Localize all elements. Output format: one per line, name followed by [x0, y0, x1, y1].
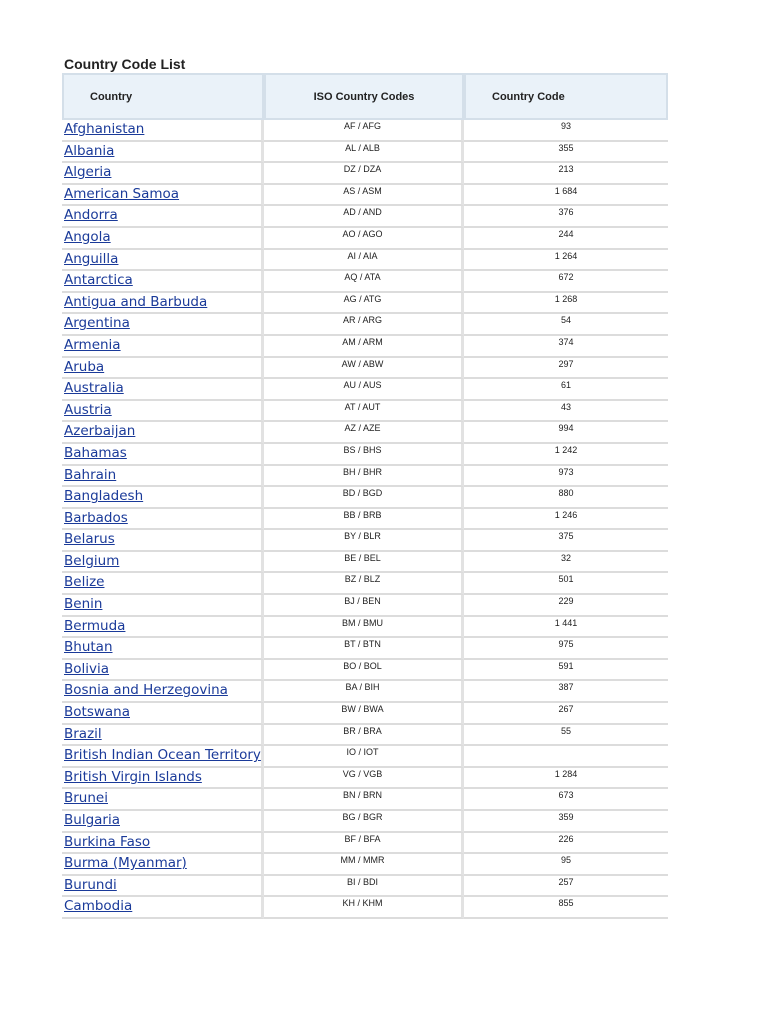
country-code-cell: 32	[464, 552, 668, 574]
country-link[interactable]: Benin	[62, 595, 264, 617]
country-link[interactable]: Belize	[62, 573, 264, 595]
country-code-cell: 673	[464, 789, 668, 811]
iso-code-cell: BJ / BEN	[264, 595, 464, 617]
iso-code-cell: AF / AFG	[264, 120, 464, 142]
iso-code-cell: AO / AGO	[264, 228, 464, 250]
table-row	[62, 206, 668, 228]
country-link[interactable]: Bangladesh	[62, 487, 264, 509]
country-code-cell	[464, 746, 668, 768]
country-link[interactable]: British Virgin Islands	[62, 768, 264, 790]
country-link[interactable]: Bosnia and Herzegovina	[62, 681, 264, 703]
iso-code-cell: BB / BRB	[264, 509, 464, 531]
country-link[interactable]: Algeria	[62, 163, 264, 185]
country-code-cell: 1 264	[464, 250, 668, 272]
iso-code-cell: AT / AUT	[264, 401, 464, 423]
table-row	[62, 401, 668, 423]
country-code-cell: 61	[464, 379, 668, 401]
table-row	[62, 768, 668, 790]
country-link[interactable]: Antarctica	[62, 271, 264, 293]
country-link[interactable]: Burkina Faso	[62, 833, 264, 855]
iso-code-cell: AS / ASM	[264, 185, 464, 207]
table-body	[62, 120, 668, 919]
table-row	[62, 617, 668, 639]
header-iso-codes: ISO Country Codes	[264, 73, 464, 120]
table-row	[62, 789, 668, 811]
country-code-cell: 374	[464, 336, 668, 358]
iso-code-cell: BR / BRA	[264, 725, 464, 747]
iso-code-cell: BE / BEL	[264, 552, 464, 574]
country-link[interactable]: Bermuda	[62, 617, 264, 639]
country-link[interactable]: Australia	[62, 379, 264, 401]
country-code-cell: 93	[464, 120, 668, 142]
iso-code-cell: BT / BTN	[264, 638, 464, 660]
country-code-cell: 355	[464, 142, 668, 164]
table-header-row	[62, 73, 668, 120]
country-link[interactable]: Andorra	[62, 206, 264, 228]
table-row	[62, 163, 668, 185]
country-code-cell: 375	[464, 530, 668, 552]
country-code-cell: 994	[464, 422, 668, 444]
country-link[interactable]: Argentina	[62, 314, 264, 336]
country-link[interactable]: Bhutan	[62, 638, 264, 660]
table-row	[62, 638, 668, 660]
table-row	[62, 725, 668, 747]
country-link[interactable]: Brazil	[62, 725, 264, 747]
iso-code-cell: BI / BDI	[264, 876, 464, 898]
table-row	[62, 228, 668, 250]
table-row	[62, 293, 668, 315]
country-link[interactable]: Cambodia	[62, 897, 264, 919]
table-row	[62, 271, 668, 293]
iso-code-cell: KH / KHM	[264, 897, 464, 919]
country-code-cell: 359	[464, 811, 668, 833]
iso-code-cell: BZ / BLZ	[264, 573, 464, 595]
iso-code-cell: AG / ATG	[264, 293, 464, 315]
country-code-cell: 1 242	[464, 444, 668, 466]
table-row	[62, 552, 668, 574]
country-link[interactable]: Austria	[62, 401, 264, 423]
table-row	[62, 854, 668, 876]
iso-code-cell: AW / ABW	[264, 358, 464, 380]
table-row	[62, 444, 668, 466]
country-link[interactable]: Burundi	[62, 876, 264, 898]
country-link[interactable]: Angola	[62, 228, 264, 250]
country-code-cell: 880	[464, 487, 668, 509]
iso-code-cell: BS / BHS	[264, 444, 464, 466]
country-link[interactable]: American Samoa	[62, 185, 264, 207]
iso-code-cell: BG / BGR	[264, 811, 464, 833]
country-code-cell: 591	[464, 660, 668, 682]
country-code-cell: 54	[464, 314, 668, 336]
table-row	[62, 746, 668, 768]
iso-code-cell: BA / BIH	[264, 681, 464, 703]
table-row	[62, 358, 668, 380]
table-row	[62, 185, 668, 207]
country-link[interactable]: Bahamas	[62, 444, 264, 466]
iso-code-cell: AZ / AZE	[264, 422, 464, 444]
table-row	[62, 422, 668, 444]
country-code-cell: 376	[464, 206, 668, 228]
country-code-cell: 1 268	[464, 293, 668, 315]
country-code-cell: 267	[464, 703, 668, 725]
table-row	[62, 833, 668, 855]
country-code-cell: 1 684	[464, 185, 668, 207]
country-code-cell: 95	[464, 854, 668, 876]
country-code-cell: 387	[464, 681, 668, 703]
iso-code-cell: BM / BMU	[264, 617, 464, 639]
table-row	[62, 897, 668, 919]
iso-code-cell: BN / BRN	[264, 789, 464, 811]
country-code-cell: 501	[464, 573, 668, 595]
table-row	[62, 876, 668, 898]
iso-code-cell: IO / IOT	[264, 746, 464, 768]
country-code-table	[62, 73, 668, 919]
country-link[interactable]: Burma (Myanmar)	[62, 854, 264, 876]
iso-code-cell: AR / ARG	[264, 314, 464, 336]
iso-code-cell: AQ / ATA	[264, 271, 464, 293]
iso-code-cell: BY / BLR	[264, 530, 464, 552]
header-country: Country	[62, 73, 264, 120]
country-code-cell: 855	[464, 897, 668, 919]
country-link[interactable]: Azerbaijan	[62, 422, 264, 444]
country-link[interactable]: Antigua and Barbuda	[62, 293, 264, 315]
iso-code-cell: DZ / DZA	[264, 163, 464, 185]
country-link[interactable]: Armenia	[62, 336, 264, 358]
iso-code-cell: MM / MMR	[264, 854, 464, 876]
country-code-cell: 55	[464, 725, 668, 747]
table-row	[62, 811, 668, 833]
header-country-code: Country Code	[464, 73, 668, 120]
iso-code-cell: AD / AND	[264, 206, 464, 228]
page-title: Country Code List	[64, 56, 186, 72]
country-link[interactable]: Barbados	[62, 509, 264, 531]
iso-code-cell: BW / BWA	[264, 703, 464, 725]
iso-code-cell: BF / BFA	[264, 833, 464, 855]
country-link[interactable]: Bahrain	[62, 466, 264, 488]
country-code-cell: 672	[464, 271, 668, 293]
country-code-cell: 1 246	[464, 509, 668, 531]
table-row	[62, 250, 668, 272]
country-code-cell: 213	[464, 163, 668, 185]
country-code-cell: 1 284	[464, 768, 668, 790]
country-code-cell: 244	[464, 228, 668, 250]
country-code-cell: 297	[464, 358, 668, 380]
country-link[interactable]: British Indian Ocean Territory	[62, 746, 264, 768]
table-row	[62, 142, 668, 164]
country-code-cell: 43	[464, 401, 668, 423]
table-row	[62, 509, 668, 531]
country-link[interactable]: Belgium	[62, 552, 264, 574]
iso-code-cell: AM / ARM	[264, 336, 464, 358]
table-row	[62, 487, 668, 509]
country-link[interactable]: Botswana	[62, 703, 264, 725]
table-row	[62, 466, 668, 488]
country-code-cell: 229	[464, 595, 668, 617]
iso-code-cell: AL / ALB	[264, 142, 464, 164]
table-row	[62, 703, 668, 725]
iso-code-cell: BH / BHR	[264, 466, 464, 488]
country-code-cell: 975	[464, 638, 668, 660]
table-row	[62, 660, 668, 682]
iso-code-cell: BO / BOL	[264, 660, 464, 682]
iso-code-cell: AU / AUS	[264, 379, 464, 401]
country-code-cell: 973	[464, 466, 668, 488]
country-link[interactable]: Aruba	[62, 358, 264, 380]
table-row	[62, 336, 668, 358]
country-link[interactable]: Anguilla	[62, 250, 264, 272]
iso-code-cell: AI / AIA	[264, 250, 464, 272]
table-row	[62, 120, 668, 142]
country-link[interactable]: Bolivia	[62, 660, 264, 682]
country-link[interactable]: Albania	[62, 142, 264, 164]
iso-code-cell: VG / VGB	[264, 768, 464, 790]
country-link[interactable]: Belarus	[62, 530, 264, 552]
country-link[interactable]: Bulgaria	[62, 811, 264, 833]
country-code-cell: 257	[464, 876, 668, 898]
table-row	[62, 681, 668, 703]
table-row	[62, 379, 668, 401]
iso-code-cell: BD / BGD	[264, 487, 464, 509]
country-code-cell: 226	[464, 833, 668, 855]
country-code-cell: 1 441	[464, 617, 668, 639]
table-row	[62, 314, 668, 336]
table-row	[62, 530, 668, 552]
table-row	[62, 573, 668, 595]
table-row	[62, 595, 668, 617]
country-link[interactable]: Brunei	[62, 789, 264, 811]
country-link[interactable]: Afghanistan	[62, 120, 264, 142]
